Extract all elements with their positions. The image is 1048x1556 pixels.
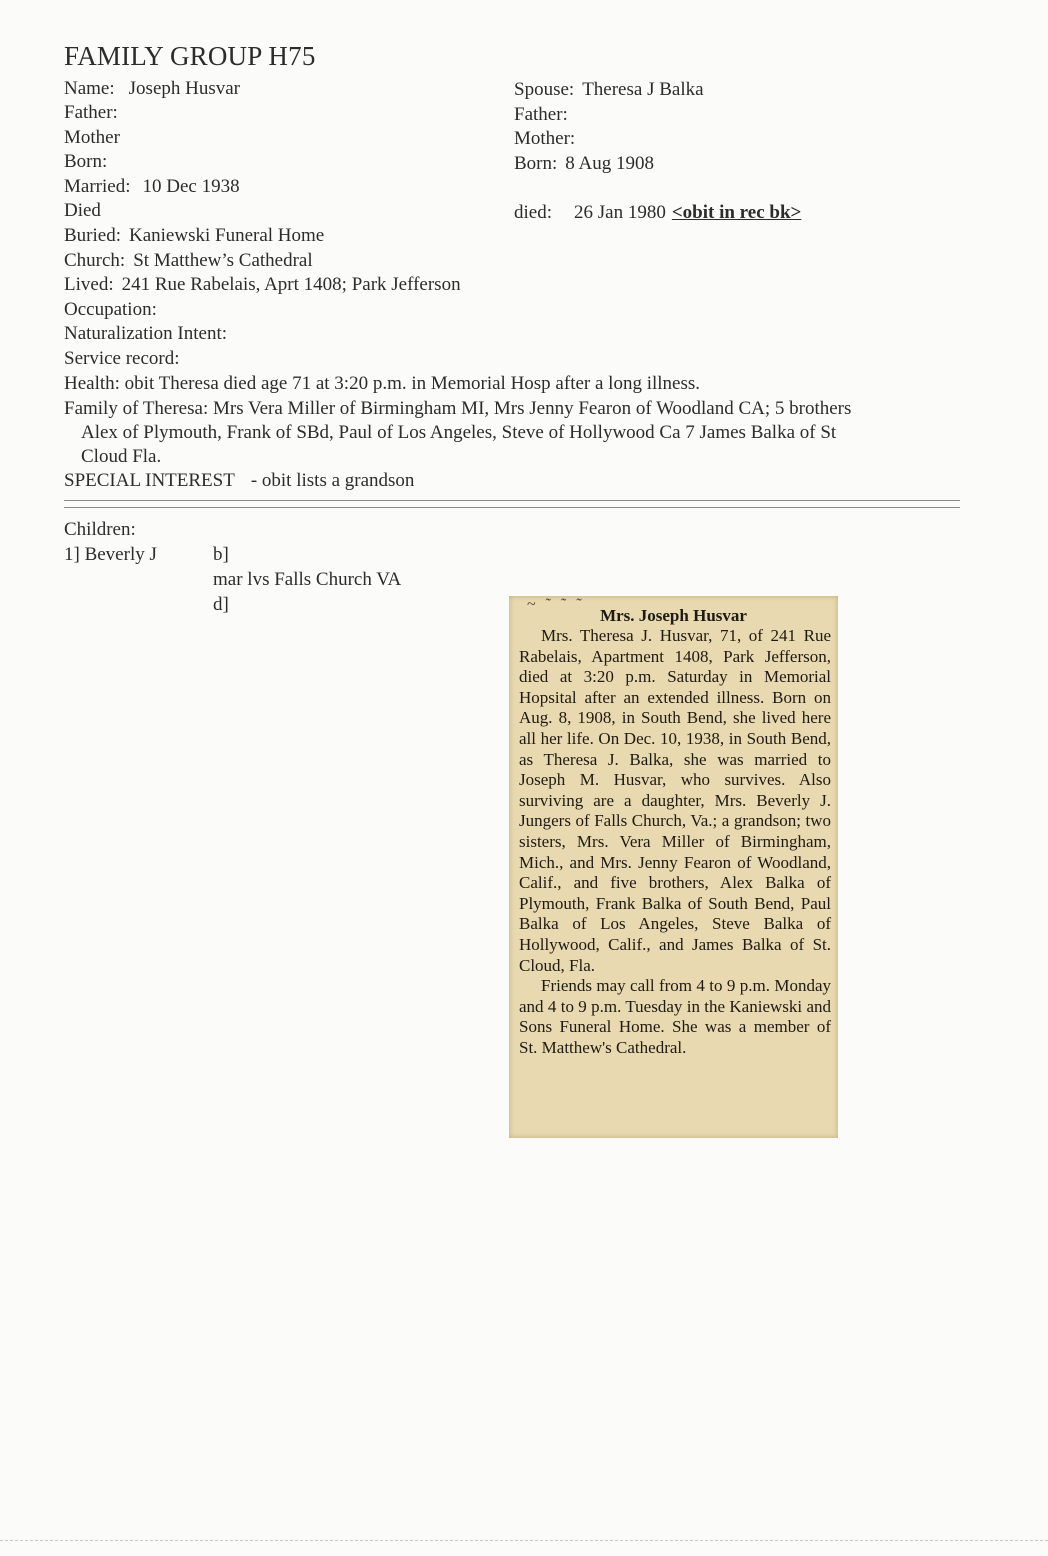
born-label: Born:	[64, 151, 108, 172]
spouse-died-value: 26 Jan 1980	[574, 202, 666, 223]
special-interest-row	[64, 469, 414, 492]
church-label: Church:	[64, 250, 126, 271]
married-value: 10 Dec 1938	[142, 176, 240, 197]
obit-link[interactable]: <obit in rec bk>	[671, 202, 802, 223]
spouse-died-row	[514, 201, 801, 224]
spouse-died-label: died:	[514, 202, 552, 223]
spouse-born-value: 8 Aug 1908	[565, 153, 654, 174]
lived-value: 241 Rue Rabelais, Aprt 1408; Park Jefferson	[121, 274, 461, 295]
married-label: Married:	[64, 176, 131, 197]
died-label: Died	[64, 200, 101, 221]
married-row	[64, 175, 240, 198]
child-1-born: b]	[213, 544, 229, 565]
spouse-label: Spouse:	[514, 79, 575, 100]
name-row	[64, 77, 240, 100]
clipping-torn-header: ~ ˜ ˜ ˜	[527, 596, 585, 613]
lived-label: Lived:	[64, 274, 114, 295]
family-line-3: Cloud Fla.	[81, 446, 162, 467]
service-record-label: Service record:	[64, 348, 180, 369]
children-label: Children:	[64, 519, 136, 540]
clipping-paragraph: Friends may call from 4 to 9 p.m. Monday and 4 to 9 p.m. Tuesday in the Kaniewski and Sons Funeral Home. She was a member of St. Matthew's Cathedral.	[519, 976, 831, 1057]
naturalization-label: Naturalization Intent:	[64, 323, 228, 344]
lived-row	[64, 273, 461, 296]
name-value: Joseph Husvar	[128, 78, 241, 99]
buried-label: Buried:	[64, 225, 121, 246]
spouse-row	[514, 78, 704, 101]
child-1-died: d]	[213, 594, 229, 615]
mother-label: Mother	[64, 127, 120, 148]
health-line: Health: obit Theresa died age 71 at 3:20 p.m. in Memorial Hosp after a long illness.	[64, 373, 700, 394]
church-value: St Matthew’s Cathedral	[133, 250, 313, 271]
page-title: FAMILY GROUP H75	[64, 41, 316, 71]
clipping-body	[519, 626, 831, 1058]
spouse-mother-label: Mother:	[514, 128, 576, 149]
family-line-2: Alex of Plymouth, Frank of SBd, Paul of Los Angeles, Steve of Hollywood Ca 7 James Balka of St	[81, 422, 837, 443]
child-1-married: mar lvs Falls Church VA	[213, 569, 402, 590]
spouse-father-label: Father:	[514, 104, 568, 125]
occupation-label: Occupation:	[64, 299, 157, 320]
spouse-value: Theresa J Balka	[582, 79, 704, 100]
family-line-1: Family of Theresa: Mrs Vera Miller of Birmingham MI, Mrs Jenny Fearon of Woodland CA; 5 brothers	[64, 398, 852, 419]
double-rule-divider	[64, 500, 960, 508]
obituary-clipping	[509, 596, 838, 1138]
spouse-born-row	[514, 152, 654, 175]
clipping-paragraph: Mrs. Theresa J. Husvar, 71, of 241 Rue Rabelais, Apartment 1408, Park Jefferson, died at 3:20 p.m. Saturday in Memorial Hopsital after an extended illness. Born on Aug. 8, 1908, in South Bend, she lived here all her life. On Dec. 10, 1938, in South Bend, as Theresa J. Balka, she was married to Joseph M. Husvar, who survives. Also surviving are a daughter, Mrs. Beverly J. Jungers of Falls Church, Va.; a grandson; two sisters, Mrs. Vera Miller of Birmingham, Mich., and Mrs. Jenny Fearon of Woodland, Calif., and five brothers, Alex Balka of Plymouth, Frank Balka of South Bend, Paul Balka of Los Angeles, Steve Balka of Hollywood, Calif., and James Balka of St. Cloud, Fla.	[519, 626, 831, 975]
scan-edge-line	[0, 1540, 1048, 1544]
special-interest-label: SPECIAL INTEREST	[64, 470, 235, 491]
buried-row	[64, 224, 324, 247]
name-label: Name:	[64, 78, 115, 99]
father-label: Father:	[64, 102, 118, 123]
buried-value: Kaniewski Funeral Home	[129, 225, 325, 246]
clipping-heading: Mrs. Joseph Husvar	[600, 606, 747, 625]
church-row	[64, 249, 313, 272]
spouse-born-label: Born:	[514, 153, 558, 174]
child-1-name: 1] Beverly J	[64, 544, 157, 565]
special-interest-value: - obit lists a grandson	[250, 470, 415, 491]
